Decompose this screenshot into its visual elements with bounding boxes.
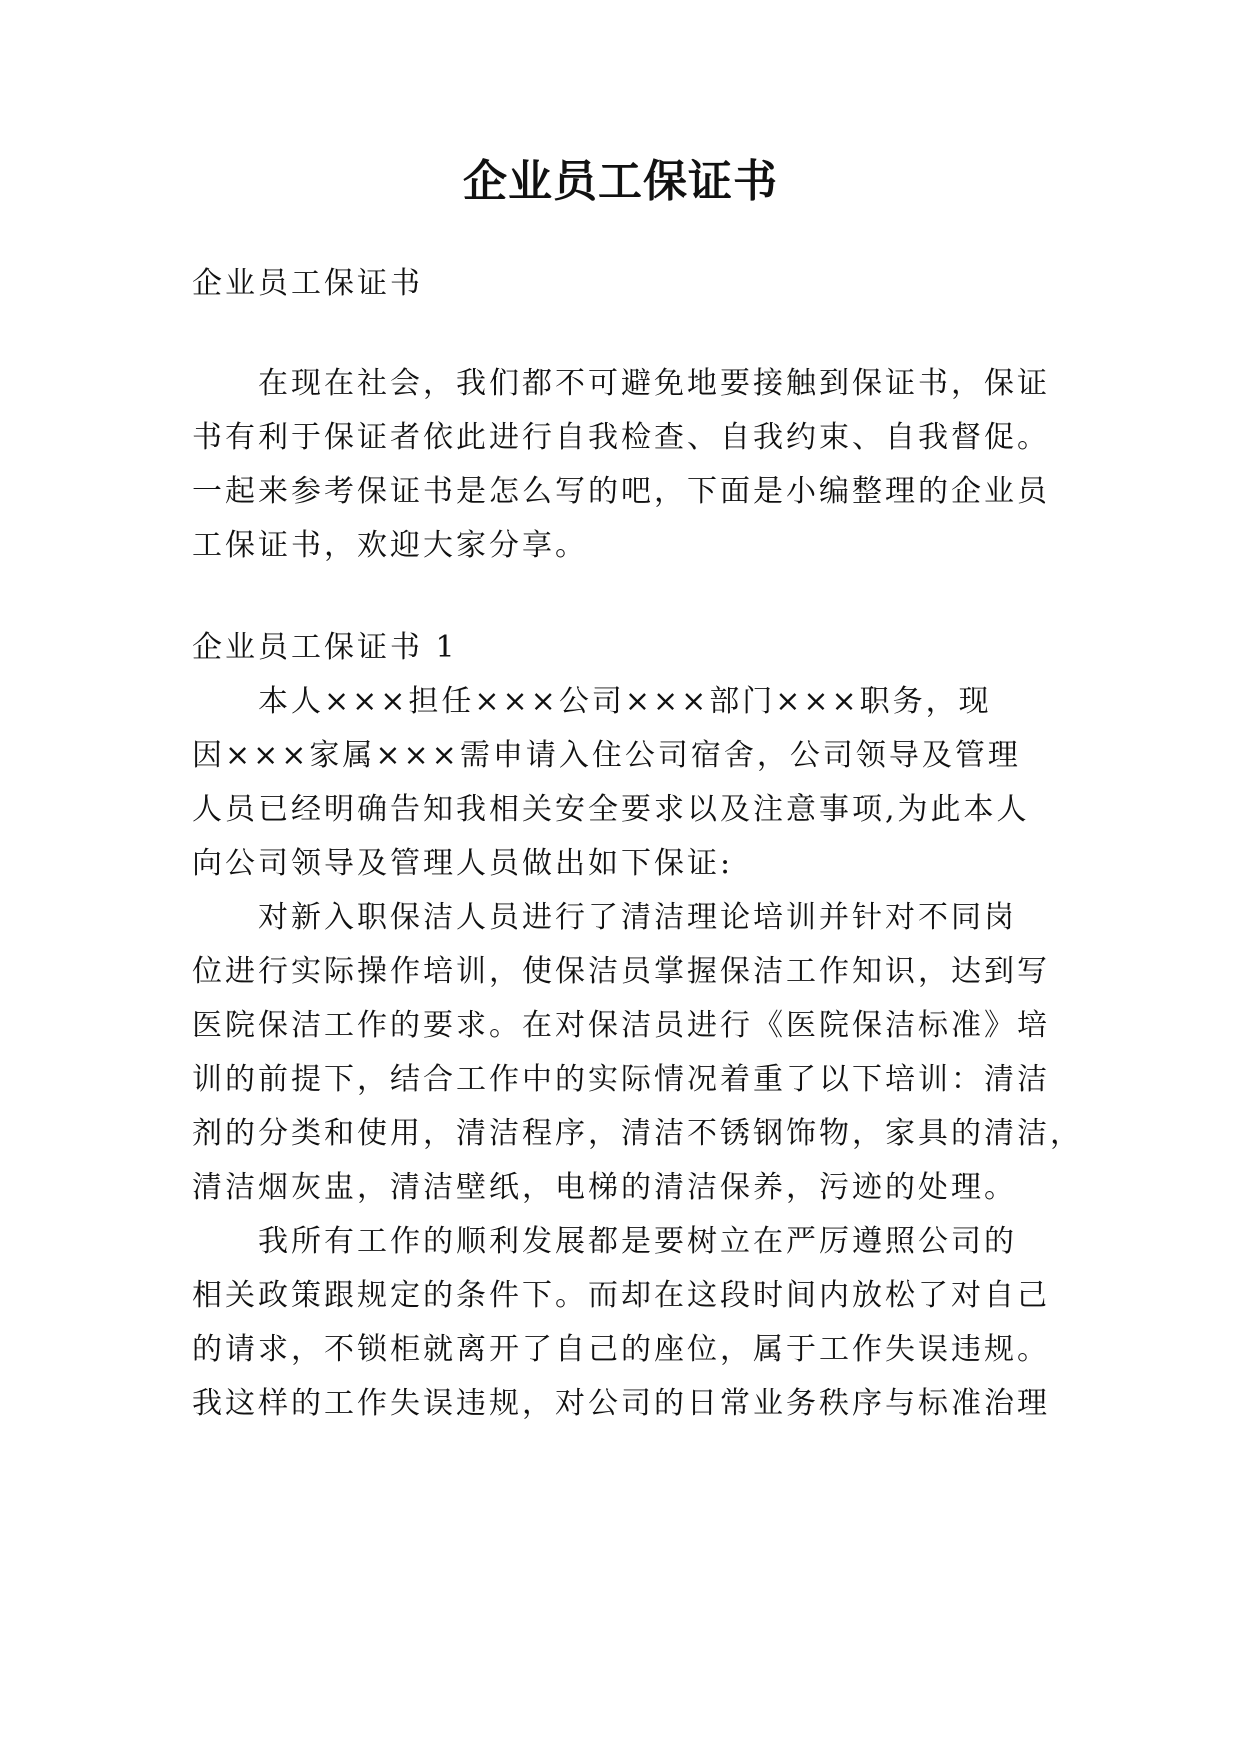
para1-line-3: 人员已经明确告知我相关安全要求以及注意事项,为此本人 — [192, 792, 1030, 827]
para2-line-5: 剂的分类和使用，清洁程序，清洁不锈钢饰物，家具的清洁， — [192, 1116, 1083, 1151]
para3-line-1: 我所有工作的顺利发展都是要树立在严厉遵照公司的 — [258, 1224, 1017, 1259]
para1-line-2: 因×××家属×××需申请入住公司宿舍，公司领导及管理 — [192, 738, 1021, 773]
subtitle: 企业员工保证书 — [192, 266, 423, 301]
document-title: 企业员工保证书 — [463, 156, 778, 207]
section1-heading: 企业员工保证书 1 — [192, 630, 458, 665]
intro-line-2: 书有利于保证者依此进行自我检查、自我约束、自我督促。 — [192, 420, 1050, 455]
para2-line-4: 训的前提下，结合工作中的实际情况着重了以下培训：清洁 — [192, 1062, 1050, 1097]
para2-line-6: 清洁烟灰盅，清洁壁纸，电梯的清洁保养，污迹的处理。 — [192, 1170, 1017, 1205]
para3-line-3: 的请求，不锁柜就离开了自己的座位，属于工作失误违规。 — [192, 1332, 1050, 1367]
para2-line-3: 医院保洁工作的要求。在对保洁员进行《医院保洁标准》培 — [192, 1008, 1050, 1043]
intro-line-4: 工保证书，欢迎大家分享。 — [192, 528, 588, 563]
intro-line-3: 一起来参考保证书是怎么写的吧，下面是小编整理的企业员 — [192, 474, 1050, 509]
para2-line-2: 位进行实际操作培训，使保洁员掌握保洁工作知识，达到写 — [192, 954, 1050, 989]
para1-line-4: 向公司领导及管理人员做出如下保证: — [192, 846, 734, 881]
para2-line-1: 对新入职保洁人员进行了清洁理论培训并针对不同岗 — [258, 900, 1017, 935]
intro-line-1: 在现在社会，我们都不可避免地要接触到保证书，保证 — [258, 366, 1050, 401]
para3-line-2: 相关政策跟规定的条件下。而却在这段时间内放松了对自己 — [192, 1278, 1050, 1313]
para1-line-1: 本人×××担任×××公司×××部门×××职务，现 — [258, 684, 992, 719]
para3-line-4: 我这样的工作失误违规，对公司的日常业务秩序与标准治理 — [192, 1386, 1050, 1421]
